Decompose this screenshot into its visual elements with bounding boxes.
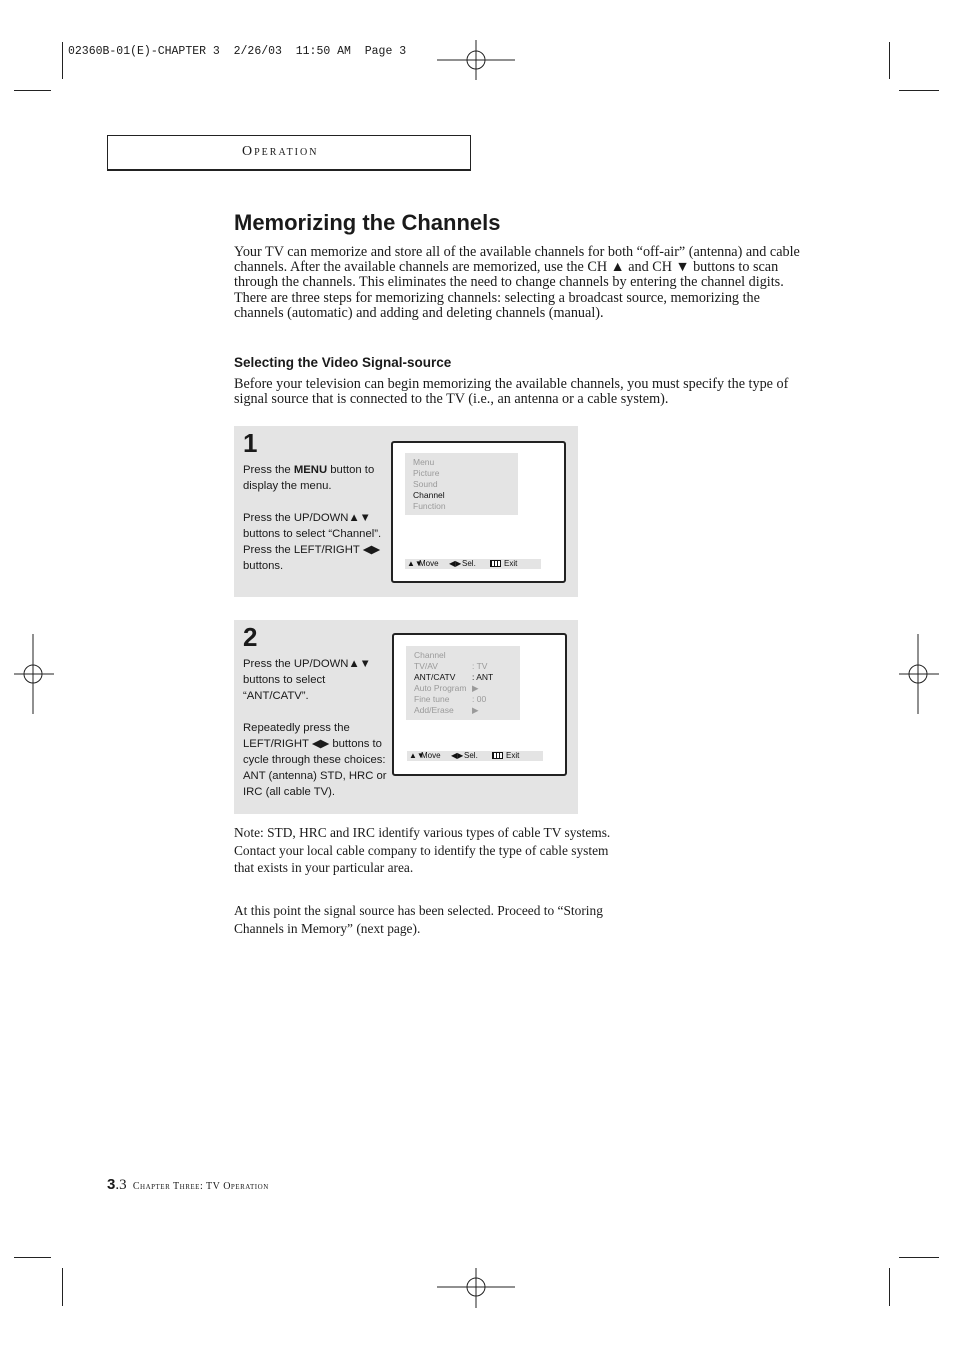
osd-menu-item: Picture (413, 468, 440, 478)
left-right-arrows-icon: ◀▶ (451, 751, 464, 760)
up-down-arrows-icon: ▲▼ (407, 559, 423, 568)
up-down-arrows-icon: ▲▼ (409, 751, 425, 760)
osd-menu-row: TV/AV : TV (414, 661, 488, 671)
step-2-instructions (243, 656, 387, 800)
crop-mark (14, 90, 51, 91)
section-tab (107, 135, 471, 171)
osd-status-bar (405, 559, 541, 569)
registration-mark-bottom (437, 1268, 515, 1308)
osd-menu-item: Sound (413, 479, 438, 489)
osd-menu-item: Function (413, 501, 446, 511)
crop-mark (899, 1257, 939, 1258)
osd-menu-item-selected: Channel (413, 490, 445, 500)
chapter-label: Chapter Three: TV Operation (132, 1181, 269, 1192)
step-1-text-b: Press the UP/DOWN▲▼ buttons to select “Channel”. (243, 512, 382, 540)
osd-menu (405, 453, 518, 515)
section-tab-label: Operation (242, 144, 319, 159)
osd-menu-item: Menu (413, 457, 435, 467)
menu-icon (492, 752, 503, 759)
status-exit: Exit (504, 559, 518, 568)
crop-mark (62, 42, 63, 79)
osd-channel-menu (406, 646, 520, 720)
intro-paragraph: Your TV can memorize and store all of the available channels for both “off-air” (antenna) and cable channels. After the available channels are memorized, use the CH ▲ and CH ▼ buttons to scan through the channels. This eliminates the need to change channels by entering the channel digits. There are three steps for memorizing channels: selecting a broadcast source, memorizing the channels (automatic) and adding and deleting channels (manual). (234, 244, 800, 321)
status-exit: Exit (506, 751, 520, 760)
registration-mark-top (437, 40, 515, 80)
subheading: Selecting the Video Signal-source (234, 355, 452, 370)
step-number: 2 (243, 622, 258, 652)
registration-mark-left (14, 634, 54, 714)
step-1-text-c: Press the LEFT/RIGHT ◀▶ buttons. (243, 544, 381, 572)
tv-screen-illustration (391, 441, 566, 583)
page-footer (107, 1176, 269, 1194)
osd-status-bar (407, 751, 543, 761)
osd-menu-title: Channel (414, 650, 446, 660)
print-slug: 02360B-01(E)-CHAPTER 3 2/26/03 11:50 AM Page 3 (68, 45, 407, 58)
registration-mark-right (899, 634, 939, 714)
step-1-instructions (243, 462, 389, 574)
page-number: 3 (107, 1176, 116, 1193)
step-2-panel (234, 620, 578, 814)
status-move: Move (421, 751, 441, 760)
step-2-text-c: ANT (antenna) STD, HRC or IRC (all cable TV). (243, 770, 387, 798)
crop-mark (62, 1268, 63, 1306)
page-number-suffix: .3 (115, 1177, 127, 1193)
osd-menu-row-selected: ANT/CATV : ANT (414, 672, 494, 682)
menu-icon (490, 560, 501, 567)
tv-screen-illustration (392, 633, 567, 776)
osd-menu-row: Fine tune : 00 (414, 694, 487, 704)
step-1-panel (234, 426, 578, 597)
step-number: 1 (243, 428, 258, 458)
page-title: Memorizing the Channels (234, 210, 501, 235)
sub-paragraph: Before your television can begin memorizing the available channels, you must specify the type of signal source that is connected to the TV (i.e., an antenna or a cable system). (234, 376, 789, 408)
status-sel: Sel. (464, 751, 478, 760)
step-2-text-b: Repeatedly press the LEFT/RIGHT ◀▶ buttons to cycle through these choices: (243, 722, 386, 766)
osd-menu-row: Add/Erase ▶ (414, 705, 479, 715)
crop-mark (889, 1268, 890, 1306)
status-move: Move (419, 559, 439, 568)
crop-mark (899, 90, 939, 91)
status-sel: Sel. (462, 559, 476, 568)
crop-mark (889, 42, 890, 79)
note-paragraph: Note: STD, HRC and IRC identify various types of cable TV systems. Contact your local cable company to identify the type of cable system that exists in your particular area. (234, 825, 611, 875)
crop-mark (14, 1257, 51, 1258)
step-1-text-a: Press the MENU button to display the menu. (243, 464, 375, 492)
osd-menu-row: Auto Program ▶ (414, 683, 479, 693)
closing-paragraph: At this point the signal source has been selected. Proceed to “Storing Channels in Memory” (next page). (234, 903, 603, 936)
step-2-text-a: Press the UP/DOWN▲▼ buttons to select “ANT/CATV”. (243, 658, 371, 702)
left-right-arrows-icon: ◀▶ (449, 559, 462, 568)
